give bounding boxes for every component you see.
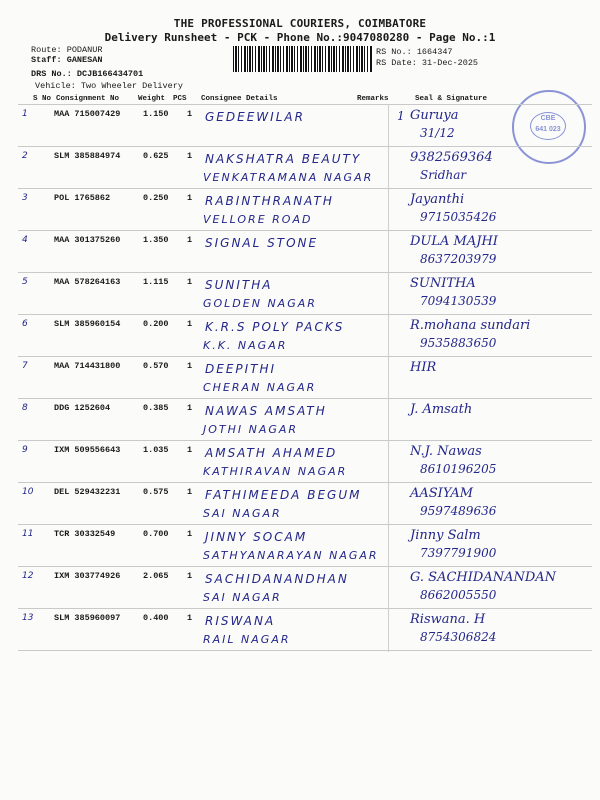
pcs-value: 1 — [187, 403, 193, 413]
recipient-signature: SUNITHA — [410, 276, 476, 291]
weight-value: 1.350 — [143, 235, 169, 245]
pcs-value: 1 — [187, 529, 193, 539]
row-sno: 2 — [22, 151, 28, 161]
consignee-name: SIGNAL STONE — [205, 236, 319, 250]
recipient-phone: 7397791900 — [420, 546, 497, 560]
weight-value: 2.065 — [143, 571, 169, 581]
recipient-signature: AASIYAM — [410, 486, 474, 501]
pcs-value: 1 — [187, 193, 193, 203]
consignee-area: SAI NAGAR — [203, 591, 282, 604]
staff-info: Staff: GANESAN — [31, 55, 103, 65]
row-rule — [18, 440, 592, 441]
row-sno: 6 — [22, 319, 28, 329]
recipient-signature: DULA MAJHI — [410, 234, 498, 249]
col-weight: Weight — [138, 95, 166, 103]
consignment-no: SLM 385960097 — [54, 613, 121, 623]
vehicle-info: Vehicle: Two Wheeler Delivery — [35, 81, 183, 91]
row-rule — [18, 608, 592, 609]
recipient-phone: 8662005550 — [420, 588, 497, 602]
consignee-name: NAKSHATRA BEAUTY — [205, 152, 362, 166]
recipient-phone: 8754306824 — [420, 630, 497, 644]
consignee-area: JOTHI NAGAR — [203, 423, 299, 436]
recipient-phone: 8637203979 — [420, 252, 497, 266]
pcs-value: 1 — [187, 109, 193, 119]
row-sno: 3 — [22, 193, 28, 203]
consignee-name: K.R.S POLY PACKS — [205, 320, 345, 334]
row-rule — [18, 566, 592, 567]
recipient-signature: 9382569364 — [410, 150, 493, 165]
consignee-area: VELLORE ROAD — [203, 213, 313, 226]
office-seal: CBE 641 023 — [512, 90, 586, 164]
weight-value: 0.400 — [143, 613, 169, 623]
remark-mark: 1 — [397, 109, 405, 123]
consignment-no: MAA 715007429 — [54, 109, 121, 119]
consignee-name: AMSATH AHAMED — [205, 446, 338, 460]
bottom-rule — [18, 650, 592, 651]
recipient-phone: 9535883650 — [420, 336, 497, 350]
recipient-phone: 9715035426 — [420, 210, 497, 224]
consignment-no: MAA 714431800 — [54, 361, 121, 371]
weight-value: 0.625 — [143, 151, 169, 161]
consignee-name: NAWAS AMSATH — [205, 404, 327, 418]
row-sno: 13 — [22, 613, 34, 623]
pcs-value: 1 — [187, 277, 193, 287]
consignee-name: SUNITHA — [205, 278, 273, 292]
row-sno: 1 — [22, 109, 28, 119]
consignee-area: GOLDEN NAGAR — [203, 297, 317, 310]
consignment-no: SLM 385884974 — [54, 151, 121, 161]
recipient-phone: Sridhar — [420, 168, 467, 182]
consignment-no: MAA 301375260 — [54, 235, 121, 245]
row-rule — [18, 230, 592, 231]
col-remarks: Remarks — [357, 95, 389, 103]
consignee-name: GEDEEWILAR — [205, 110, 305, 124]
consignee-area: KATHIRAVAN NAGAR — [203, 465, 348, 478]
weight-value: 0.250 — [143, 193, 169, 203]
recipient-signature: Jayanthi — [410, 192, 465, 207]
consignment-no: IXM 509556643 — [54, 445, 121, 455]
pcs-value: 1 — [187, 151, 193, 161]
pcs-value: 1 — [187, 571, 193, 581]
recipient-phone: 7094130539 — [420, 294, 497, 308]
consignee-name: FATHIMEEDA BEGUM — [205, 488, 362, 502]
row-rule — [18, 314, 592, 315]
rs-date: RS Date: 31-Dec-2025 — [376, 58, 479, 68]
consignee-area: RAIL NAGAR — [203, 633, 291, 646]
recipient-signature: Riswana. H — [410, 612, 486, 627]
recipient-phone: 31/12 — [420, 126, 455, 140]
weight-value: 1.035 — [143, 445, 169, 455]
recipient-signature: HIR — [410, 360, 437, 375]
consignment-no: SLM 385960154 — [54, 319, 121, 329]
pcs-value: 1 — [187, 487, 193, 497]
recipient-signature: R.mohana sundari — [410, 318, 531, 333]
row-rule — [18, 188, 592, 189]
recipient-signature: Jinny Salm — [410, 528, 481, 543]
row-sno: 5 — [22, 277, 28, 287]
col-sno: S No — [33, 95, 52, 103]
barcode-icon — [233, 46, 373, 72]
consignment-no: POL 1765862 — [54, 193, 111, 203]
consignee-area: VENKATRAMANA NAGAR — [203, 171, 374, 184]
runsheet-subtitle: Delivery Runsheet - PCK - Phone No.:9047080280 - Page No.:1 — [104, 31, 496, 44]
consignee-area: K.K. NAGAR — [203, 339, 288, 352]
recipient-signature: N.J. Nawas — [410, 444, 482, 459]
row-sno: 11 — [22, 529, 34, 539]
row-sno: 10 — [22, 487, 34, 497]
row-rule — [18, 524, 592, 525]
consignee-name: RABINTHRANATH — [205, 194, 334, 208]
recipient-phone: 9597489636 — [420, 504, 497, 518]
consignee-name: SACHIDANANDHAN — [205, 572, 349, 586]
row-sno: 12 — [22, 571, 34, 581]
row-rule — [18, 398, 592, 399]
header-rule — [18, 104, 592, 105]
consignee-name: RISWANA — [205, 614, 276, 628]
consignee-area: SATHYANARAYAN NAGAR — [203, 549, 379, 562]
pcs-value: 1 — [187, 361, 193, 371]
row-rule — [18, 482, 592, 483]
row-rule — [18, 146, 592, 147]
consignment-no: MAA 578264163 — [54, 277, 121, 287]
weight-value: 0.385 — [143, 403, 169, 413]
recipient-signature: G. SACHIDANANDAN — [410, 570, 557, 585]
weight-value: 0.575 — [143, 487, 169, 497]
recipient-signature: Guruya — [410, 108, 459, 123]
row-sno: 4 — [22, 235, 28, 245]
row-sno: 8 — [22, 403, 28, 413]
weight-value: 1.115 — [143, 277, 169, 287]
pcs-value: 1 — [187, 613, 193, 623]
consignment-no: TCR 30332549 — [54, 529, 116, 539]
row-sno: 9 — [22, 445, 28, 455]
recipient-phone: 8610196205 — [420, 462, 497, 476]
weight-value: 1.150 — [143, 109, 169, 119]
row-sno: 7 — [22, 361, 28, 371]
weight-value: 0.570 — [143, 361, 169, 371]
recipient-signature: J. Amsath — [410, 402, 473, 417]
col-consignee: Consignee Details — [201, 95, 278, 103]
col-seal-signature: Seal & Signature — [415, 95, 488, 103]
row-rule — [18, 356, 592, 357]
consignee-name: DEEPITHI — [205, 362, 277, 376]
runsheet-title: THE PROFESSIONAL COURIERS, COIMBATORE — [173, 17, 427, 30]
weight-value: 0.700 — [143, 529, 169, 539]
remarks-divider — [388, 104, 389, 652]
consignee-area: CHERAN NAGAR — [203, 381, 317, 394]
col-consignment: Consignment No — [56, 95, 120, 103]
row-rule — [18, 272, 592, 273]
pcs-value: 1 — [187, 319, 193, 329]
weight-value: 0.200 — [143, 319, 169, 329]
consignee-area: SAI NAGAR — [203, 507, 282, 520]
col-pcs: PCS — [173, 95, 187, 103]
consignee-name: JINNY SOCAM — [205, 530, 308, 544]
consignment-no: IXM 303774926 — [54, 571, 121, 581]
rs-number: RS No.: 1664347 — [376, 47, 453, 57]
pcs-value: 1 — [187, 235, 193, 245]
consignment-no: DDG 1252604 — [54, 403, 111, 413]
drs-info: DRS No.: DCJB166434701 — [31, 69, 144, 79]
pcs-value: 1 — [187, 445, 193, 455]
consignment-no: DEL 529432231 — [54, 487, 121, 497]
route-info: Route: PODANUR — [31, 45, 103, 55]
